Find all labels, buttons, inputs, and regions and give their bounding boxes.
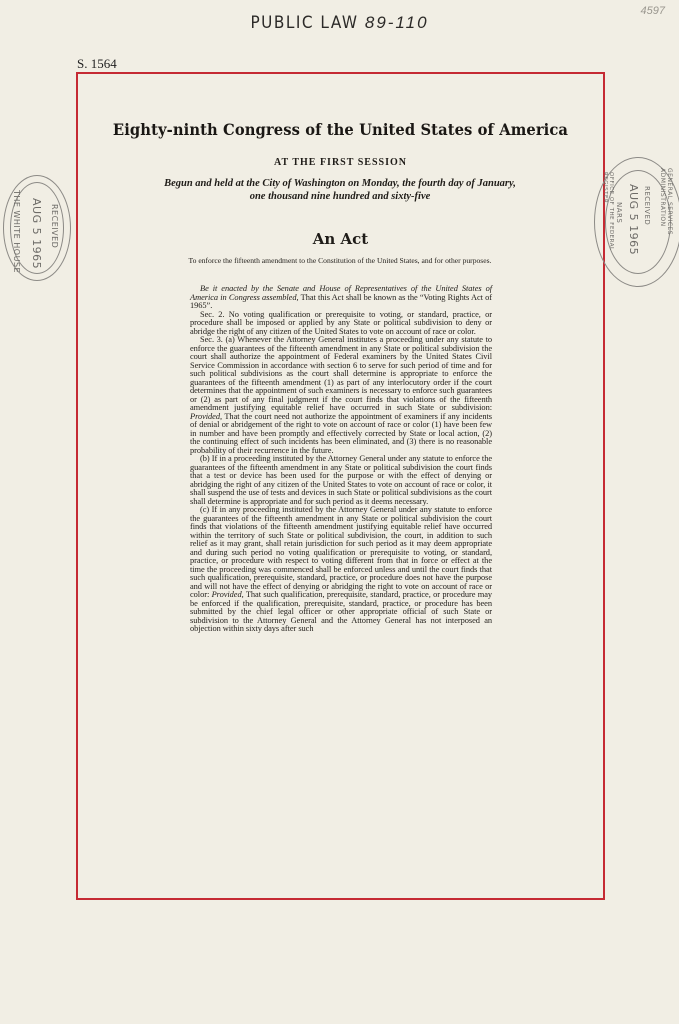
congress-title: Eighty-ninth Congress of the United States of America: [112, 120, 569, 139]
corner-pencil-note: 4597: [640, 5, 665, 17]
stamp-right-date: AUG 5 1965: [627, 184, 640, 256]
white-house-received-stamp: [3, 175, 71, 281]
federal-register-received-stamp: [594, 157, 679, 287]
act-title: An Act: [312, 230, 369, 248]
bill-id: S. 1564: [77, 56, 117, 71]
stamp-right-received: RECEIVED: [643, 186, 651, 226]
enacting-rest: That this Act shall be known as the “Voting Rights Act of 1965”.: [190, 292, 493, 310]
begun-held-line: [130, 177, 550, 203]
stamp-left-received: RECEIVED: [50, 204, 59, 249]
section-3c-provided: Provided,: [211, 590, 244, 599]
session-line: AT THE FIRST SESSION: [274, 157, 407, 168]
public-law-number: 89-110: [364, 13, 429, 32]
stamp-nars: NARS: [615, 202, 623, 224]
section-2: Sec. 2. No voting qualification or prerequisite to voting, or standard, practice, or procedure shall be imposed or applied by any State or political subdivision to deny or abridge the right of any citizen of the United States to vote on account of race or color.: [190, 309, 492, 336]
stamp-gsa-text: GENERAL SERVICES ADMINISTRATION: [659, 168, 673, 236]
stamp-white-house-text: THE WHITE HOUSE: [12, 190, 21, 274]
begun-line-1: Begun and held at the City of Washington on Monday, the fourth day of January,: [164, 178, 516, 189]
public-law-stamp: [0, 13, 679, 33]
section-3a-provided: Provided,: [190, 411, 223, 421]
section-3c-part2: That such qualification, prerequisite, standard, practice, or procedure may be enforced if the qualification, prerequisite, standard, practice, or procedure has been submitted by the chief legal officer or other appropriate official of such State or subdivision to the Attorney General and the Attorney General has not interposed an objection within sixty days after such: [190, 590, 492, 633]
act-purpose: To enforce the fifteenth amendment to the Constitution of the United States, and for other purposes.: [188, 256, 492, 265]
act-body: [190, 285, 492, 634]
stamp-left-date: AUG 5 1965: [30, 198, 43, 270]
section-3c-part1: (c) If in any proceeding instituted by the Attorney General under any statute to enforce the guarantees of the fifteenth amendment in any State or political subdivision the court finds that violations of the fifteenth amendment justifying equitable relief have occurred within the territory of such State or political subdivision, the court, in addition to such relief as it may grant, shall retain jurisdiction for such period as it may deem appropriate and during such period no voting qualification or prerequisite to voting, or standard, practice, or procedure with respect to voting different from that in force or effect at the time the proceeding was commenced shall be enforced unless and until the court finds that such qualification, prerequisite, standard, practice, or procedure does not have the purpose and will not have the effect of denying or abridging the right to vote on account of race or color:: [190, 505, 492, 599]
section-3c: [190, 506, 492, 634]
enacting-italic: Be it enacted by the Senate and House of Representatives of the United States of America in Congress assembled,: [190, 284, 492, 302]
section-3a: [190, 336, 492, 455]
section-3b: (b) If in a proceeding instituted by the Attorney General under any statute to enforce the guarantees of the fifteenth amendment in any State or political subdivision the court finds that a test or device has been used for the purpose or with the effect of denying or abridging the right of any citizen of the United States to vote on account of race or color, it shall suspend the use of tests and devices in such State or political subdivisions as the court shall determine is appropriate and for such period as it deems necessary.: [190, 454, 492, 506]
public-law-label: PUBLIC LAW: [250, 13, 359, 33]
begun-line-2: one thousand nine hundred and sixty-five: [249, 191, 431, 202]
section-3a-part2: That the court need not authorize the appointment of examiners if any incidents of denial or abridgement of the right to vote on account of race or color (1) have been few in number and have been promptly and effectively corrected by State or local action, (2) the continuing effect of such incidents has been eliminated, and (3) there is no reasonable probability of their recurrence in the future.: [190, 411, 492, 455]
stamp-federal-register-text: OFFICE OF THE FEDERAL REGISTER: [602, 172, 614, 251]
section-3a-part1: Sec. 3. (a) Whenever the Attorney General institutes a proceeding under any statute to enforce the guarantees of the fifteenth amendment in any State or political subdivision the court shall authorize the appointment of Federal examiners by the United States Civil Service Commission in accordance with section 6 to serve for such period of time and for such political subdivisions as the court shall determine is appropriate to enforce the guarantees of the fifteenth amendment (1) as part of any interlocutory order if the court determines that the appointment of such examiners is necessary to enforce such guarantees or (2) as part of any final judgment if the court finds that violations of the fifteenth amendment justifying equitable relief have occurred in such State or subdivision:: [190, 335, 492, 412]
enacting-clause: [190, 285, 492, 311]
